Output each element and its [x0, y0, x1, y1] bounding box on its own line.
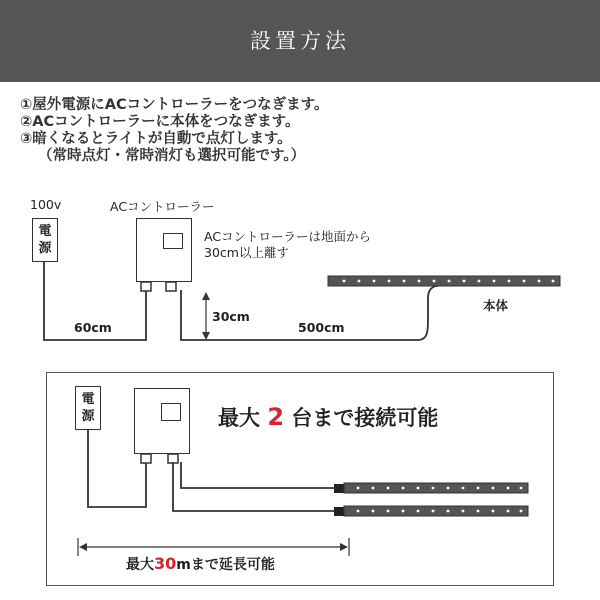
ac-controller-box	[136, 218, 192, 282]
controller-label: ACコントローラー	[110, 199, 215, 214]
panel-controller-box	[134, 388, 190, 454]
max-units-prefix: 最大	[218, 406, 260, 430]
extension-label	[126, 554, 275, 574]
controller-display	[163, 233, 183, 249]
height-arrow-head-bottom	[202, 332, 210, 340]
max-units-suffix: 台まで接続可能	[291, 406, 439, 430]
power-outlet-box	[32, 218, 58, 262]
controller-note-line1: ACコントローラーは地面から	[204, 229, 372, 244]
step-3-note: （常時点灯・常時消灯も選択可能です。）	[38, 148, 306, 164]
max-units-title	[218, 402, 438, 432]
extension-number: 30	[154, 554, 177, 573]
max-units-number: 2	[267, 403, 285, 431]
power-outlet-label: 電源	[38, 224, 52, 256]
body-label: 本体	[483, 298, 509, 313]
step-3: ③暗くなるとライトが自動で点灯します。	[20, 131, 292, 147]
height-label: 30cm	[212, 309, 250, 324]
panel-power-outlet-label: 電源	[81, 392, 95, 424]
step-1: ①屋外電源にACコントローラーをつなぎます。	[20, 97, 329, 113]
extension-prefix: 最大	[126, 557, 154, 573]
controller-note-line2: 30cm以上離す	[204, 245, 289, 260]
voltage-label: 100v	[30, 197, 62, 212]
controller-plug-right	[166, 282, 176, 291]
panel-power-outlet-box	[75, 386, 101, 430]
height-arrow-head-top	[202, 292, 210, 300]
panel-controller-display	[161, 403, 181, 421]
cable-left-label: 60cm	[74, 320, 112, 335]
page-title: 設置方法	[250, 29, 350, 53]
controller-plug-left	[141, 282, 151, 291]
step-2: ②ACコントローラーに本体をつなぎます。	[20, 114, 300, 130]
cable-right-label: 500cm	[298, 320, 345, 335]
extension-suffix: mまで延長可能	[176, 557, 275, 573]
